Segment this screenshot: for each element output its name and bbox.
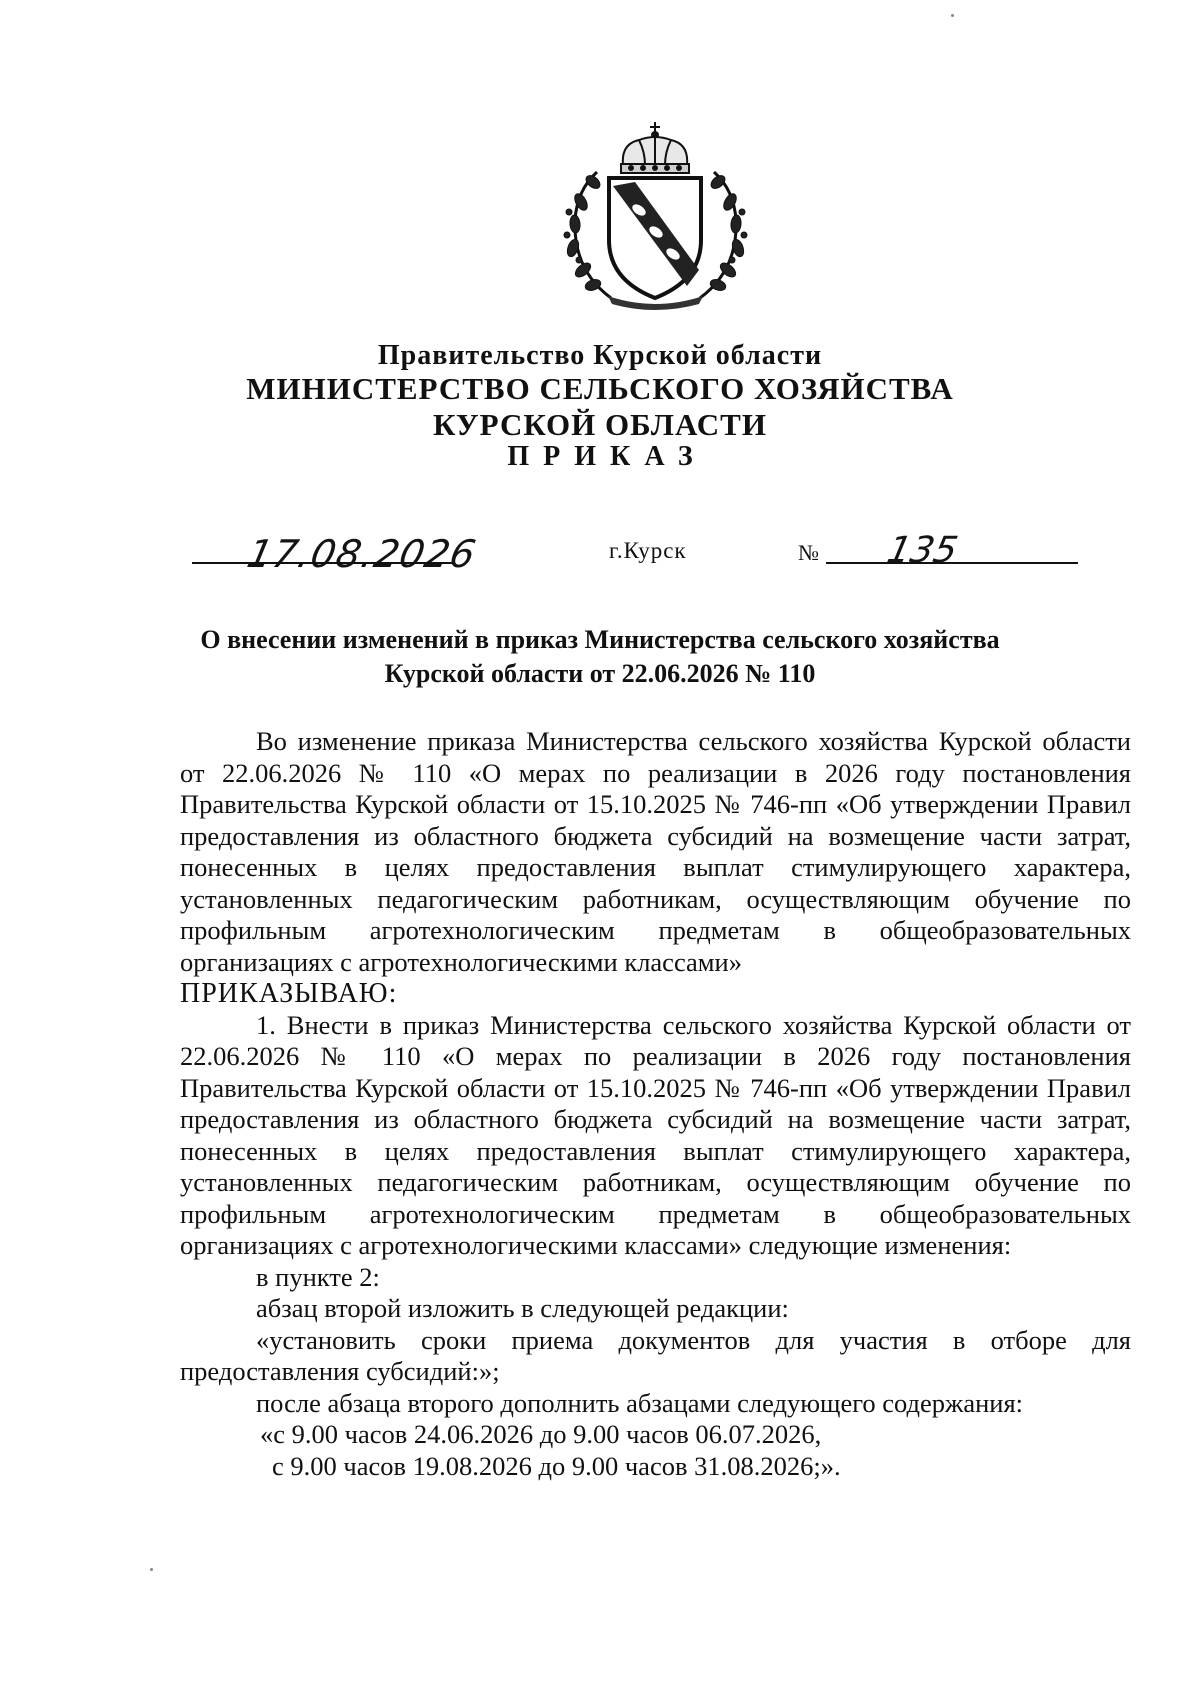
document-title-line-1: О внесении изменений в приказ Министерства сельского хозяйства	[200, 625, 1000, 654]
ministry-name: МИНИСТЕРСТВО СЕЛЬСКОГО ХОЗЯЙСТВА	[246, 371, 954, 406]
handwritten-number: 135	[883, 530, 962, 571]
period-2: с 9.00 часов 19.08.2026 до 9.00 часов 31.08.2026;».	[272, 1450, 841, 1481]
coat-of-arms-emblem	[553, 120, 758, 310]
government-name: Правительство Курской области	[377, 340, 823, 371]
document-title-line-2: Курской области от 22.06.2026 № 110	[384, 659, 816, 688]
handwritten-date: 17.08.2026	[243, 532, 481, 576]
preamble-paragraph: Во изменение приказа Министерства сельского хозяйства Курской области от 22.06.2026 № 110 «О мерах по реализации в 2026 году постановления Правительства Курской области от 15.10.2025 № 746-пп «Об утверждении Правил предоставления из областного бюджета субсидий на возмещение части затрат, понесенных в целях предоставления выплат стимулирующего характера, установленных педагогическим работникам, осуществляющим обучение по профильным агротехнологическим предметам в общеобразовательных организациях с агротехнологическими классами»	[180, 726, 1131, 977]
scan-speck	[951, 14, 954, 17]
second-paragraph-instruction: абзац второй изложить в следующей редакции:	[256, 1293, 789, 1323]
scan-speck	[150, 1568, 153, 1571]
crown-icon	[621, 122, 689, 173]
in-point-2: в пункте 2:	[256, 1261, 380, 1292]
region-name: КУРСКОЙ ОБЛАСТИ	[433, 407, 767, 442]
shield-icon	[609, 178, 701, 298]
period-1: «с 9.00 часов 24.06.2026 до 9.00 часов 06.07.2026,	[260, 1419, 822, 1449]
order-word: ПРИКАЗЫВАЮ:	[180, 978, 398, 1009]
document-type: ПРИКАЗ	[507, 441, 707, 472]
document-body	[180, 726, 1131, 1482]
addition-instruction: после абзаца второго дополнить абзацами следующего содержания:	[256, 1387, 1024, 1418]
number-sign: №	[798, 540, 819, 565]
city-label: г.Курск	[609, 538, 687, 563]
date-underline	[192, 562, 454, 564]
quoted-new-text: «установить сроки приема документов для участия в отборе для предоставления субсидий:»;	[180, 1324, 1131, 1386]
right-oak-branch-icon	[700, 172, 747, 298]
item-1-paragraph: 1. Внести в приказ Министерства сельского хозяйства Курской области от 22.06.2026 № 110 «О мерах по реализации в 2026 году постановления Правительства Курской области от 15.10.2025 № 746-пп «Об утверждении Правил предоставления из областного бюджета субсидий на возмещение части затрат, понесенных в целях предоставления выплат стимулирующего характера, установленных педагогическим работникам, осуществляющим обучение по профильным агротехнологическим предметам в общеобразовательных организациях с агротехнологическими классами» следующие изменения:	[180, 1009, 1131, 1260]
left-oak-branch-icon	[564, 172, 611, 298]
number-underline	[826, 562, 1078, 564]
